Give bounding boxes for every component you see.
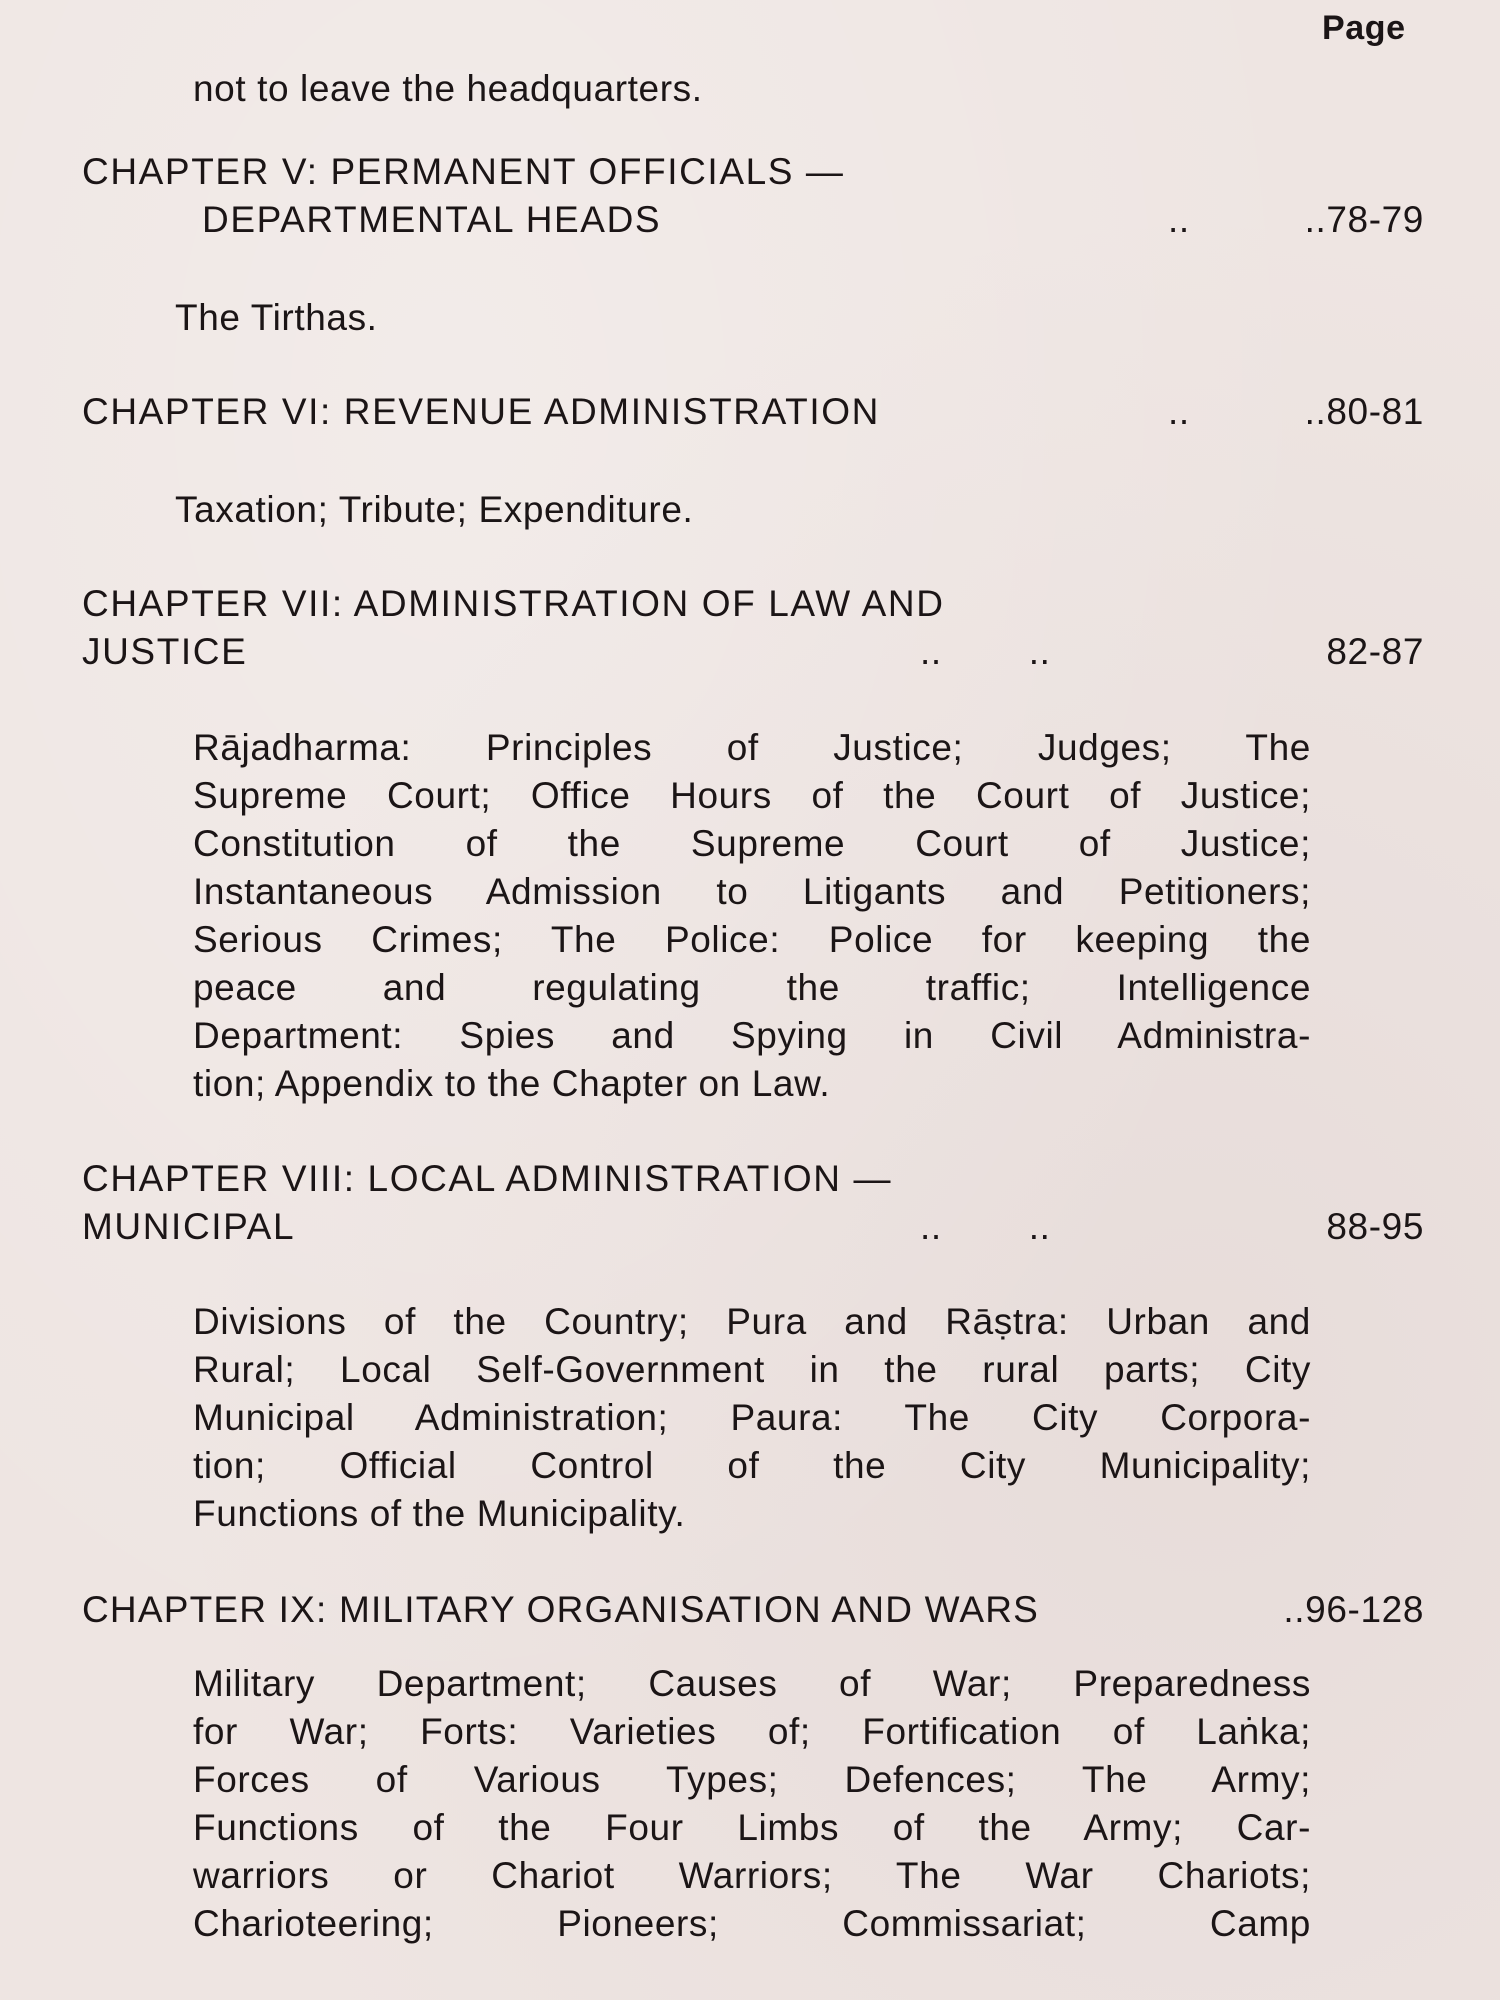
description-line: Constitution of the Supreme Court of Justice; [193, 823, 1311, 864]
chapter-7-pages: 82-87 [1326, 631, 1424, 672]
description-line: Municipal Administration; Paura: The City Corpora- [193, 1397, 1311, 1438]
chapter-5-title-line1: CHAPTER V: PERMANENT OFFICIALS — [82, 151, 845, 192]
chapter-6-leader: .. [1168, 391, 1190, 432]
chapter-8-title-line1: CHAPTER VIII: LOCAL ADMINISTRATION — [82, 1158, 893, 1199]
chapter-9-description [193, 1660, 1311, 1948]
chapter-8-description [193, 1298, 1311, 1538]
description-line: Functions of the Municipality. [193, 1493, 686, 1534]
description-line: Supreme Court; Office Hours of the Court of Justice; [193, 775, 1311, 816]
description-line: Functions of the Four Limbs of the Army; Car- [193, 1807, 1311, 1848]
description-line: tion; Official Control of the City Municipality; [193, 1445, 1311, 1486]
description-line: Serious Crimes; The Police: Police for keeping the [193, 919, 1311, 960]
description-line: Charioteering; Pioneers; Commissariat; Camp [193, 1903, 1311, 1944]
page-column-label: Page [1322, 9, 1406, 47]
chapter-8-title-line2: MUNICIPAL [82, 1206, 296, 1247]
chapter-7-description [193, 724, 1311, 1108]
chapter-5-title-line2: DEPARTMENTAL HEADS [202, 199, 662, 240]
chapter-6-pages: ..80-81 [1304, 391, 1424, 432]
chapter-8-pages: 88-95 [1326, 1206, 1424, 1247]
description-line: peace and regulating the traffic; Intelligence [193, 967, 1311, 1008]
description-line: Rural; Local Self-Government in the rural parts; City [193, 1349, 1311, 1390]
chapter-7-title-line1: CHAPTER VII: ADMINISTRATION OF LAW AND [82, 583, 945, 624]
description-line: Instantaneous Admission to Litigants and Petitioners; [193, 871, 1311, 912]
chapter-7-leader: .. .. [920, 631, 1051, 672]
description-line: warriors or Chariot Warriors; The War Chariots; [193, 1855, 1311, 1896]
description-line: Rājadharma: Principles of Justice; Judges; The [193, 727, 1311, 768]
description-line: tion; Appendix to the Chapter on Law. [193, 1063, 831, 1104]
description-line: Divisions of the Country; Pura and Rāṣtra: Urban and [193, 1301, 1311, 1342]
intro-line: not to leave the headquarters. [193, 68, 703, 109]
description-line: Forces of Various Types; Defences; The Army; [193, 1759, 1311, 1800]
chapter-6-description: Taxation; Tribute; Expenditure. [175, 489, 694, 530]
chapter-5-leader: .. [1168, 199, 1190, 240]
chapter-6-title: CHAPTER VI: REVENUE ADMINISTRATION [82, 391, 880, 432]
chapter-9-pages: ..96-128 [1283, 1589, 1424, 1630]
chapter-5-description: The Tirthas. [175, 297, 378, 338]
chapter-8-leader: .. .. [920, 1206, 1051, 1247]
chapter-5-pages: ..78-79 [1304, 199, 1424, 240]
description-line: for War; Forts: Varieties of; Fortification of Laṅka; [193, 1711, 1311, 1752]
description-line: Military Department; Causes of War; Preparedness [193, 1663, 1311, 1704]
description-line: Department: Spies and Spying in Civil Administra- [193, 1015, 1311, 1056]
chapter-9-title: CHAPTER IX: MILITARY ORGANISATION AND WARS [82, 1589, 1040, 1630]
chapter-7-title-line2: JUSTICE [82, 631, 248, 672]
